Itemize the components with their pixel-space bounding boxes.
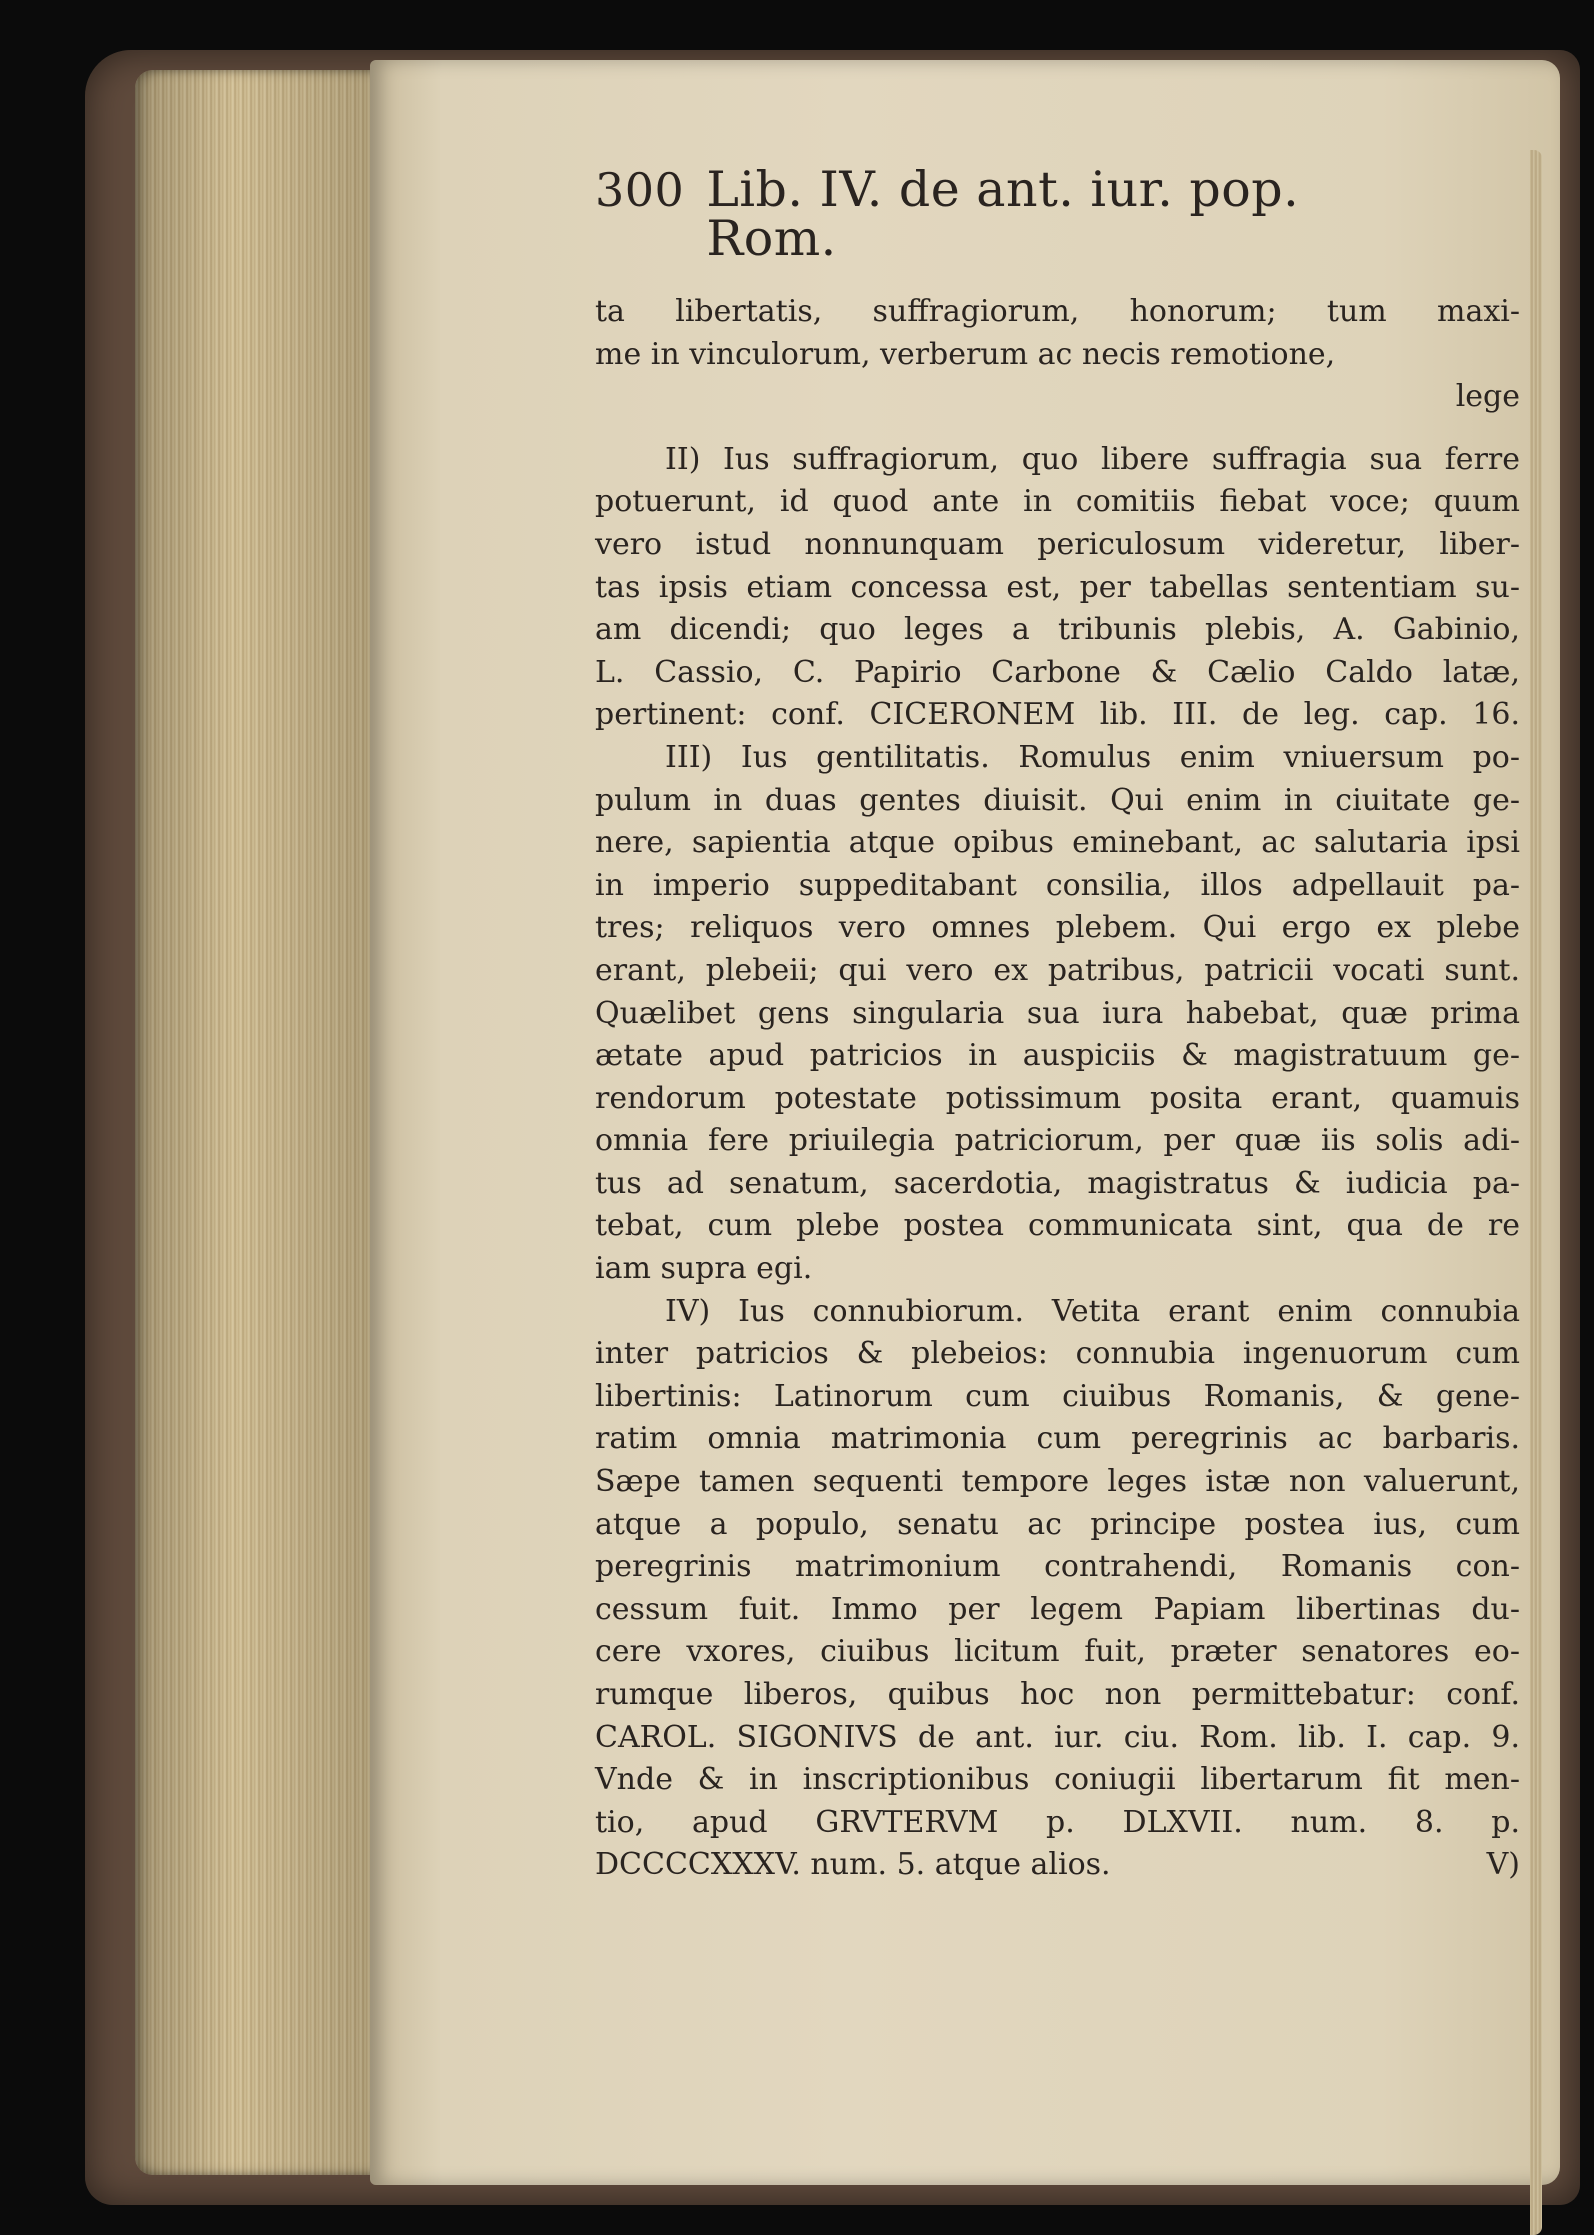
- text-line: [595, 1844, 1520, 1887]
- text-line: ratim omnia matrimonia cum peregrinis ac barbaris.: [595, 1421, 1520, 1457]
- text-line: III) Ius gentilitatis. Romulus enim vniuersum po-: [665, 739, 1520, 775]
- text-line: tus ad senatum, sacerdotia, magistratus & iudicia pa-: [595, 1165, 1520, 1201]
- text-line: ta libertatis, suffragiorum, honorum; tum maxi-: [595, 294, 1520, 329]
- running-head: [595, 161, 1440, 267]
- text-line: erant, plebeii; qui vero ex patribus, patricii vocati sunt.: [595, 952, 1520, 988]
- text-line: L. Cassio, C. Papirio Carbone & Cælio Caldo latæ,: [595, 654, 1520, 690]
- text-line: inter patricios & plebeios: connubia ingenuorum cum: [595, 1336, 1520, 1372]
- fore-edge: [1530, 150, 1542, 2235]
- opening-paragraph: [595, 291, 1520, 419]
- text-line: in imperio suppeditabant consilia, illos adpellauit pa-: [595, 867, 1520, 903]
- text-line: omnia fere priuilegia patriciorum, per quæ iis solis adi-: [595, 1123, 1520, 1159]
- text-line: pulum in duas gentes diuisit. Qui enim in ciuitate ge-: [595, 782, 1520, 818]
- text-line: peregrinis matrimonium contrahendi, Romanis con-: [595, 1549, 1520, 1585]
- text-line: tas ipsis etiam concessa est, per tabellas sententiam su-: [595, 569, 1520, 605]
- section-iii: [595, 737, 1520, 1291]
- text-line: vero istud nonnunquam periculosum videretur, liber-: [595, 526, 1520, 562]
- catchword-bottom: V): [1486, 1847, 1520, 1883]
- text-line: tebat, cum plebe postea communicata sint, qua de re: [595, 1208, 1520, 1244]
- text-line: tio, apud GRVTERVM p. DLXVII. num. 8. p.: [595, 1804, 1520, 1840]
- running-title: Lib. IV. de ant. iur. pop. Rom.: [706, 161, 1300, 267]
- text-line: IV) Ius connubiorum. Vetita erant enim connubia: [665, 1293, 1520, 1329]
- text-line: iam supra egi.: [595, 1251, 813, 1287]
- text-line: me in vinculorum, verberum ac necis remotione,: [595, 336, 1336, 372]
- text-line: Quælibet gens singularia sua iura habebat, quæ prima: [595, 995, 1520, 1031]
- body-text: [595, 291, 1520, 1887]
- text-line: tres; reliquos vero omnes plebem. Qui ergo ex plebe: [595, 910, 1520, 946]
- text-line: Sæpe tamen sequenti tempore leges istæ non valuerunt,: [595, 1464, 1520, 1500]
- text-line: pertinent: conf. CICERONEM lib. III. de leg. cap. 16.: [595, 697, 1520, 733]
- last-line-text: DCCCCXXXV. num. 5. atque alios.: [595, 1847, 1111, 1883]
- text-line: libertinis: Latinorum cum ciuibus Romanis, & gene-: [595, 1378, 1520, 1414]
- text-line: potuerunt, id quod ante in comitiis fiebat voce; quum: [595, 484, 1520, 520]
- section-ii: [595, 439, 1520, 737]
- text-line: am dicendi; quo leges a tribunis plebis, A. Gabinio,: [595, 612, 1520, 648]
- text-line: rendorum potestate potissimum posita erant, quamuis: [595, 1080, 1520, 1116]
- page-edges: [135, 70, 380, 2175]
- text-line: rumque liberos, quibus hoc non permittebatur: conf.: [595, 1677, 1520, 1712]
- page-content: [595, 161, 1520, 1887]
- text-line: II) Ius suffragiorum, quo libere suffragia sua ferre: [665, 441, 1520, 477]
- catchword-top: lege: [1455, 379, 1520, 415]
- text-line: atque a populo, senatu ac principe postea ius, cum: [595, 1506, 1520, 1542]
- text-line: cessum fuit. Immo per legem Papiam libertinas du-: [595, 1591, 1520, 1627]
- text-line: nere, sapientia atque opibus eminebant, ac salutaria ipsi: [595, 825, 1520, 861]
- text-line: ætate apud patricios in auspiciis & magistratuum ge-: [595, 1038, 1520, 1074]
- page-number: 300: [595, 163, 685, 217]
- text-line: Vnde & in inscriptionibus coniugii libertarum fit men-: [595, 1762, 1520, 1798]
- section-iv: [595, 1291, 1520, 1887]
- text-line: CAROL. SIGONIVS de ant. iur. ciu. Rom. lib. I. cap. 9.: [595, 1719, 1520, 1755]
- text-line: cere vxores, ciuibus licitum fuit, præter senatores eo-: [595, 1634, 1520, 1670]
